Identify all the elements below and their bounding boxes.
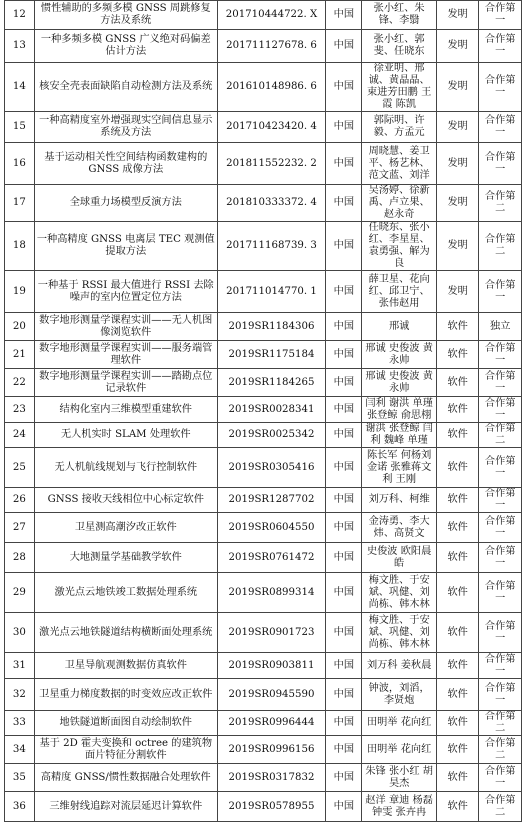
registration-number-cell: 2019SR0028341 bbox=[217, 397, 326, 423]
registration-number-cell: 2019SR1287702 bbox=[217, 488, 326, 513]
item-title-cell: 无人机航线规划与飞行控制软件 bbox=[34, 448, 217, 488]
inventors-cell: 史俊波 欧阳晨皓 bbox=[362, 543, 436, 573]
country-cell: 中国 bbox=[326, 1, 362, 30]
registration-number-cell: 2019SR0899314 bbox=[217, 573, 326, 613]
item-type-cell: 软件 bbox=[436, 792, 479, 822]
country-cell: 中国 bbox=[326, 513, 362, 543]
table-row bbox=[5, 711, 522, 736]
country-cell: 中国 bbox=[326, 679, 362, 711]
row-number-cell: 33 bbox=[5, 711, 35, 736]
role-cell: 合作第一 bbox=[479, 448, 522, 488]
registration-number-cell: 2019SR0578955 bbox=[217, 792, 326, 822]
item-type-cell: 发明 bbox=[436, 30, 479, 63]
country-cell: 中国 bbox=[326, 711, 362, 736]
inventors-cell: 闫利 谢洪 单瑾张登鲸 俞思栩 bbox=[362, 397, 436, 423]
item-type-cell: 发明 bbox=[436, 271, 479, 313]
inventors-cell: 邢诚 史俊波 黄永帅 bbox=[362, 369, 436, 397]
country-cell: 中国 bbox=[326, 143, 362, 185]
table-row bbox=[5, 271, 522, 313]
registration-number-cell: 2019SR0996156 bbox=[217, 736, 326, 764]
row-number-cell: 20 bbox=[5, 313, 35, 341]
row-number-cell: 19 bbox=[5, 271, 35, 313]
registration-number-cell: 201711127678. 6 bbox=[217, 30, 326, 63]
row-number-cell: 17 bbox=[5, 185, 35, 222]
item-title-cell: 高精度 GNSS/惯性数据融合处理软件 bbox=[34, 764, 217, 792]
role-cell: 独立 bbox=[479, 313, 522, 341]
item-title-cell: 地铁隧道断面图自动绘制软件 bbox=[34, 711, 217, 736]
inventors-cell: 刘万科 姜秋晨 bbox=[362, 653, 436, 679]
inventors-cell: 张小红、郭斐、任晓东 bbox=[362, 30, 436, 63]
inventors-cell: 金涛勇、李大炜、高贤文 bbox=[362, 513, 436, 543]
role-cell: 合作第一 bbox=[479, 63, 522, 112]
inventors-cell: 邢诚 bbox=[362, 313, 436, 341]
role-cell: 合作第二 bbox=[479, 185, 522, 222]
item-type-cell: 软件 bbox=[436, 736, 479, 764]
registration-number-cell: 2019SR0996444 bbox=[217, 711, 326, 736]
inventors-cell: 陈长军 何杨刘金诺 张雅蒋文利 王刚 bbox=[362, 448, 436, 488]
table-row bbox=[5, 222, 522, 271]
row-number-cell: 27 bbox=[5, 513, 35, 543]
country-cell: 中国 bbox=[326, 63, 362, 112]
item-title-cell: 数字地形测量学课程实训——无人机图像浏览软件 bbox=[34, 313, 217, 341]
row-number-cell: 18 bbox=[5, 222, 35, 271]
registration-number-cell: 201711168739. 3 bbox=[217, 222, 326, 271]
country-cell: 中国 bbox=[326, 653, 362, 679]
item-type-cell: 软件 bbox=[436, 711, 479, 736]
registration-number-cell: 201810333372. 4 bbox=[217, 185, 326, 222]
item-title-cell: 一种基于 RSSI 最大值进行 RSSI 去除噪声的室内位置定位方法 bbox=[34, 271, 217, 313]
row-number-cell: 12 bbox=[5, 1, 35, 30]
role-cell: 合作第二 bbox=[479, 423, 522, 448]
item-type-cell: 软件 bbox=[436, 397, 479, 423]
item-type-cell: 发明 bbox=[436, 222, 479, 271]
inventors-cell: 吴汤婷、徐新禹、卢立果、赵永奇 bbox=[362, 185, 436, 222]
row-number-cell: 34 bbox=[5, 736, 35, 764]
row-number-cell: 26 bbox=[5, 488, 35, 513]
registration-number-cell: 2019SR0305416 bbox=[217, 448, 326, 488]
item-title-cell: 卫星测高潮汐改正软件 bbox=[34, 513, 217, 543]
item-type-cell: 发明 bbox=[436, 112, 479, 143]
row-number-cell: 15 bbox=[5, 112, 35, 143]
registration-number-cell: 2019SR0945590 bbox=[217, 679, 326, 711]
registration-number-cell: 2019SR1175184 bbox=[217, 341, 326, 369]
country-cell: 中国 bbox=[326, 397, 362, 423]
inventors-cell: 梅文胜、于安斌、巩健、刘尚栋、韩木林 bbox=[362, 613, 436, 653]
country-cell: 中国 bbox=[326, 764, 362, 792]
inventors-cell: 赵洋 章迪 杨磊钟雯 张卉冉 bbox=[362, 792, 436, 822]
table-row bbox=[5, 488, 522, 513]
row-number-cell: 24 bbox=[5, 423, 35, 448]
registration-number-cell: 2019SR0901723 bbox=[217, 613, 326, 653]
row-number-cell: 14 bbox=[5, 63, 35, 112]
item-title-cell: 大地测量学基础教学软件 bbox=[34, 543, 217, 573]
item-title-cell: 数字地形测量学课程实训——踏勘点位记录软件 bbox=[34, 369, 217, 397]
country-cell: 中国 bbox=[326, 736, 362, 764]
role-cell: 合作第一 bbox=[479, 653, 522, 679]
item-type-cell: 软件 bbox=[436, 423, 479, 448]
table-row bbox=[5, 792, 522, 822]
table-row bbox=[5, 573, 522, 613]
item-title-cell: 全球重力场模型反演方法 bbox=[34, 185, 217, 222]
role-cell: 合作第一 bbox=[479, 488, 522, 513]
role-cell: 合作第二 bbox=[479, 222, 522, 271]
table-row bbox=[5, 143, 522, 185]
role-cell: 合作第一 bbox=[479, 764, 522, 792]
table-row bbox=[5, 513, 522, 543]
row-number-cell: 23 bbox=[5, 397, 35, 423]
role-cell: 合作第一 bbox=[479, 271, 522, 313]
item-title-cell: 激光点云地铁隧道结构横断面处理系统 bbox=[34, 613, 217, 653]
country-cell: 中国 bbox=[326, 423, 362, 448]
role-cell: 合作第一 bbox=[479, 112, 522, 143]
item-type-cell: 发明 bbox=[436, 143, 479, 185]
table-row bbox=[5, 185, 522, 222]
registration-number-cell: 201710423420. 4 bbox=[217, 112, 326, 143]
table-row bbox=[5, 448, 522, 488]
registration-number-cell: 2019SR0761472 bbox=[217, 543, 326, 573]
registration-number-cell: 201811552232. 2 bbox=[217, 143, 326, 185]
role-cell: 合作第一 bbox=[479, 1, 522, 30]
role-cell: 合作第一 bbox=[479, 573, 522, 613]
inventors-cell: 钟波，刘滔，李贤炮 bbox=[362, 679, 436, 711]
item-type-cell: 软件 bbox=[436, 764, 479, 792]
registration-number-cell: 2019SR0903811 bbox=[217, 653, 326, 679]
inventors-cell: 谢洪 张登鲸 闫利 魏峰 单瑾 bbox=[362, 423, 436, 448]
inventors-cell: 田明举 花向红 bbox=[362, 736, 436, 764]
row-number-cell: 16 bbox=[5, 143, 35, 185]
inventors-cell: 张小红、朱锋、李翳 bbox=[362, 1, 436, 30]
role-cell: 合作第一 bbox=[479, 30, 522, 63]
patent-software-table bbox=[4, 0, 522, 822]
item-title-cell: 无人机实时 SLAM 处理软件 bbox=[34, 423, 217, 448]
item-type-cell: 软件 bbox=[436, 488, 479, 513]
country-cell: 中国 bbox=[326, 271, 362, 313]
row-number-cell: 36 bbox=[5, 792, 35, 822]
country-cell: 中国 bbox=[326, 30, 362, 63]
table-row bbox=[5, 764, 522, 792]
registration-number-cell: 2019SR0317832 bbox=[217, 764, 326, 792]
table-row bbox=[5, 30, 522, 63]
registration-number-cell: 2019SR0025342 bbox=[217, 423, 326, 448]
country-cell: 中国 bbox=[326, 448, 362, 488]
country-cell: 中国 bbox=[326, 613, 362, 653]
item-type-cell: 软件 bbox=[436, 679, 479, 711]
item-title-cell: 核安全壳表面缺陷自动检测方法及系统 bbox=[34, 63, 217, 112]
row-number-cell: 30 bbox=[5, 613, 35, 653]
inventors-cell: 梅文胜、于安斌、巩健、刘尚栋、韩木林 bbox=[362, 573, 436, 613]
registration-number-cell: 201711014770. 1 bbox=[217, 271, 326, 313]
country-cell: 中国 bbox=[326, 313, 362, 341]
item-title-cell: GNSS 接收天线相位中心标定软件 bbox=[34, 488, 217, 513]
inventors-cell: 任晓东、张小红、李星星、袁勇强、解为良 bbox=[362, 222, 436, 271]
role-cell: 合作第二 bbox=[479, 792, 522, 822]
item-type-cell: 软件 bbox=[436, 448, 479, 488]
item-title-cell: 一种多频多模 GNSS 广义绝对码偏差估计方法 bbox=[34, 30, 217, 63]
country-cell: 中国 bbox=[326, 369, 362, 397]
table-row bbox=[5, 736, 522, 764]
country-cell: 中国 bbox=[326, 341, 362, 369]
row-number-cell: 13 bbox=[5, 30, 35, 63]
item-title-cell: 卫星导航观测数据仿真软件 bbox=[34, 653, 217, 679]
item-type-cell: 软件 bbox=[436, 573, 479, 613]
country-cell: 中国 bbox=[326, 222, 362, 271]
table-row bbox=[5, 613, 522, 653]
inventors-cell: 周晓慧、姜卫平、杨艺林、范文蓝、刘洋 bbox=[362, 143, 436, 185]
item-title-cell: 一种高精度 GNSS 电离层 TEC 观测值提取方法 bbox=[34, 222, 217, 271]
item-title-cell: 基于 2D 霍夫变换和 octree 的建筑物面片特征分割软件 bbox=[34, 736, 217, 764]
registration-number-cell: 2019SR0604550 bbox=[217, 513, 326, 543]
item-type-cell: 软件 bbox=[436, 313, 479, 341]
role-cell: 合作第一 bbox=[479, 397, 522, 423]
item-type-cell: 软件 bbox=[436, 369, 479, 397]
inventors-cell: 田明举 花向红 bbox=[362, 711, 436, 736]
item-type-cell: 发明 bbox=[436, 63, 479, 112]
table-row bbox=[5, 63, 522, 112]
table-row bbox=[5, 423, 522, 448]
table-row bbox=[5, 1, 522, 30]
role-cell: 合作第一 bbox=[479, 679, 522, 711]
table-row bbox=[5, 679, 522, 711]
role-cell: 合作第一 bbox=[479, 543, 522, 573]
inventors-cell: 薛卫星、花向红、邱卫宁、张伟赵用 bbox=[362, 271, 436, 313]
item-title-cell: 数字地形测量学课程实训——服务端管理软件 bbox=[34, 341, 217, 369]
item-type-cell: 发明 bbox=[436, 1, 479, 30]
item-title-cell: 惯性辅助的多频多模 GNSS 周跳修复方法及系统 bbox=[34, 1, 217, 30]
inventors-cell: 郭际明、许毅、方孟元 bbox=[362, 112, 436, 143]
item-type-cell: 软件 bbox=[436, 653, 479, 679]
item-title-cell: 结构化室内三维模型重建软件 bbox=[34, 397, 217, 423]
country-cell: 中国 bbox=[326, 185, 362, 222]
item-title-cell: 激光点云地铁竣工数据处理系统 bbox=[34, 573, 217, 613]
table-body bbox=[5, 1, 522, 822]
table-row bbox=[5, 369, 522, 397]
item-type-cell: 软件 bbox=[436, 543, 479, 573]
table-row bbox=[5, 543, 522, 573]
row-number-cell: 25 bbox=[5, 448, 35, 488]
item-type-cell: 软件 bbox=[436, 341, 479, 369]
item-type-cell: 软件 bbox=[436, 613, 479, 653]
row-number-cell: 28 bbox=[5, 543, 35, 573]
country-cell: 中国 bbox=[326, 573, 362, 613]
registration-number-cell: 2019SR1184265 bbox=[217, 369, 326, 397]
role-cell: 合作第一 bbox=[479, 369, 522, 397]
registration-number-cell: 201710444722. X bbox=[217, 1, 326, 30]
item-title-cell: 基于运动相关性空间结构函数建构的 GNSS 成像方法 bbox=[34, 143, 217, 185]
country-cell: 中国 bbox=[326, 488, 362, 513]
inventors-cell: 刘万科、柯维 bbox=[362, 488, 436, 513]
item-type-cell: 软件 bbox=[436, 513, 479, 543]
item-title-cell: 三维射线追踪对流层延迟计算软件 bbox=[34, 792, 217, 822]
role-cell: 合作第二 bbox=[479, 736, 522, 764]
role-cell: 合作第一 bbox=[479, 341, 522, 369]
table-row bbox=[5, 313, 522, 341]
inventors-cell: 邢诚 史俊波 黄永帅 bbox=[362, 341, 436, 369]
registration-number-cell: 2019SR1184306 bbox=[217, 313, 326, 341]
table-row bbox=[5, 112, 522, 143]
row-number-cell: 22 bbox=[5, 369, 35, 397]
table-row bbox=[5, 341, 522, 369]
row-number-cell: 29 bbox=[5, 573, 35, 613]
item-title-cell: 卫星重力梯度数据的时变效应改正软件 bbox=[34, 679, 217, 711]
row-number-cell: 21 bbox=[5, 341, 35, 369]
country-cell: 中国 bbox=[326, 112, 362, 143]
country-cell: 中国 bbox=[326, 792, 362, 822]
inventors-cell: 朱锋 张小红 胡昊杰 bbox=[362, 764, 436, 792]
item-title-cell: 一种高精度室外增强现实空间信息显示系统及方法 bbox=[34, 112, 217, 143]
country-cell: 中国 bbox=[326, 543, 362, 573]
inventors-cell: 徐亚明、邢诚、黄晶晶、束进芳田鹏 王霞 陈凯 bbox=[362, 63, 436, 112]
item-type-cell: 发明 bbox=[436, 185, 479, 222]
row-number-cell: 31 bbox=[5, 653, 35, 679]
role-cell: 合作第一 bbox=[479, 613, 522, 653]
role-cell: 合作第二 bbox=[479, 711, 522, 736]
table-row bbox=[5, 653, 522, 679]
role-cell: 合作第一 bbox=[479, 513, 522, 543]
row-number-cell: 35 bbox=[5, 764, 35, 792]
role-cell: 合作第一 bbox=[479, 143, 522, 185]
registration-number-cell: 201610148986. 6 bbox=[217, 63, 326, 112]
row-number-cell: 32 bbox=[5, 679, 35, 711]
table-row bbox=[5, 397, 522, 423]
